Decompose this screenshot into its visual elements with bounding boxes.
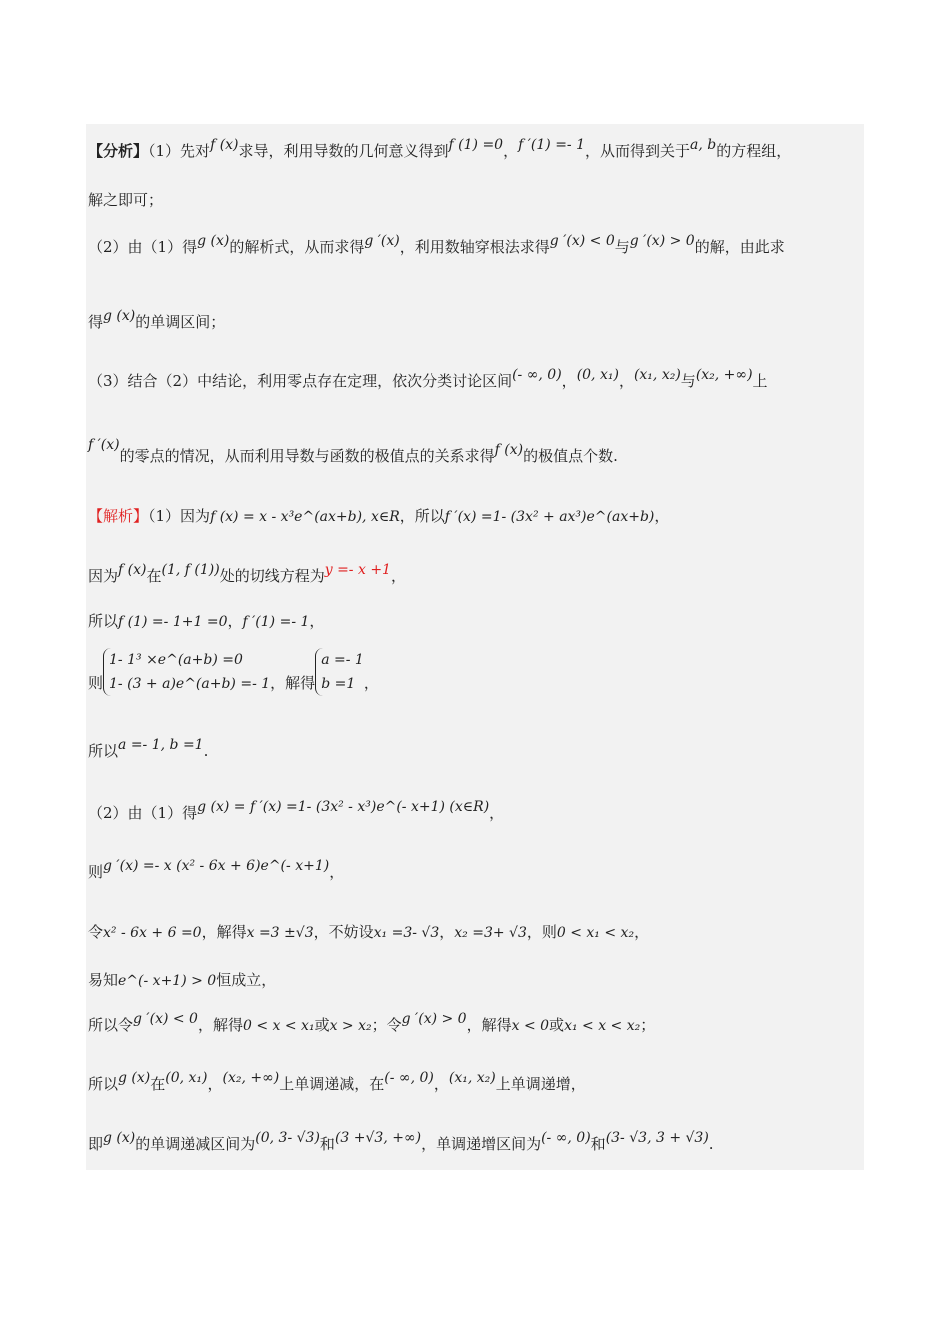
line-text: 即 [88, 1135, 104, 1153]
math-expression: (x₁, x₂) [448, 1070, 496, 1086]
solution-line-6 [88, 799, 505, 824]
line-text: （2）由（1）得 [88, 238, 198, 256]
line-text: ，单调递增区间为 [421, 1135, 542, 1153]
line-text: （1）先对 [148, 142, 211, 160]
line-text: 所以 [88, 742, 119, 760]
line-text: 恒成立， [216, 971, 277, 989]
math-expression: a =- 1, b =1 [118, 737, 204, 753]
line-text: 则 [88, 674, 104, 692]
math-expression: x > x₂ [329, 1018, 372, 1034]
line-text: 解之即可； [88, 191, 164, 209]
solution-line-11 [88, 1070, 586, 1095]
line-text: ，解得 [270, 674, 316, 692]
equation-row: b =1 [321, 676, 356, 692]
line-text: 或 [549, 1016, 565, 1034]
line-text: 与 [680, 372, 696, 390]
math-expression: g ′(x) > 0 [401, 1011, 467, 1027]
line-text: 的方程组， [716, 142, 792, 160]
equation-row: 1- 1³ ×e^(a+b) =0 [109, 652, 243, 668]
math-expression: (0, x₁) [576, 367, 619, 383]
math-expression: g (x) [103, 308, 136, 324]
math-expression: x < 0 [511, 1018, 550, 1034]
line-text: 因为 [88, 567, 119, 585]
math-expression: x₁ < x < x₂ [564, 1018, 641, 1034]
line-text: ， [561, 372, 577, 390]
line-text: 所以令 [88, 1016, 134, 1034]
math-expression: (0, x₁) [165, 1070, 208, 1086]
solution-line-9 [88, 970, 276, 991]
math-expression: f ′(1) =- 1 [518, 137, 586, 153]
line-text: 所以 [88, 612, 119, 630]
line-text: ，利用数轴穿根法求得 [399, 238, 550, 256]
line-text: 与 [614, 238, 630, 256]
math-expression: f (x) [210, 137, 239, 153]
line-text: . [203, 742, 209, 760]
math-expression: y =- x +1 [324, 562, 391, 578]
solution-line-3 [88, 611, 324, 632]
math-expression: x² - 6x + 6 =0 [103, 925, 202, 941]
line-text: ， [227, 612, 243, 630]
section-tag: 【分析】 [88, 142, 149, 160]
solution-line-system [88, 648, 379, 696]
line-text: 得 [88, 313, 104, 331]
line-text: ， [654, 507, 670, 525]
line-text: ， [309, 612, 325, 630]
line-text: ， [489, 804, 505, 822]
math-expression: f (x) = x - x³e^(ax+b), x∈R [210, 509, 400, 525]
math-expression: f (1) =0 [448, 137, 504, 153]
math-expression: (x₂, +∞) [222, 1070, 280, 1086]
line-text: 的单调递减区间为 [135, 1135, 256, 1153]
line-text: 的极值点个数. [523, 447, 618, 465]
analysis-line-3 [88, 233, 785, 258]
line-text: ，不妨设 [313, 923, 374, 941]
math-expression: 0 < x < x₁ [242, 1018, 315, 1034]
math-expression: x =3 ±√3 [246, 925, 314, 941]
line-text: ， [363, 674, 379, 692]
line-text: . [708, 1135, 714, 1153]
math-expression: g ′(x) =- x (x² - 6x + 6)e^(- x+1) [103, 858, 330, 874]
line-text: 令 [88, 923, 104, 941]
math-expression: (3- √3, 3 + √3) [605, 1130, 709, 1146]
line-text: ，则 [526, 923, 557, 941]
line-text: ，从而得到关于 [585, 142, 691, 160]
math-expression: a, b [690, 137, 717, 153]
line-text: 上 [752, 372, 768, 390]
line-text: 在 [150, 1075, 166, 1093]
line-text: ； [640, 1016, 656, 1034]
math-expression: g (x) [103, 1130, 136, 1146]
math-expression: f ′(1) =- 1 [242, 614, 310, 630]
math-expression: f (x) [494, 442, 524, 458]
solution-panel [86, 124, 864, 1170]
solution-system [315, 648, 364, 696]
line-text: ，解得 [466, 1016, 512, 1034]
solution-line-10 [88, 1011, 656, 1036]
math-expression: g ′(x) [364, 233, 400, 249]
line-text: 上单调递增， [495, 1075, 586, 1093]
math-expression: f ′(x) =1- (3x² + ax³)e^(ax+b) [444, 509, 655, 525]
math-expression: (- ∞, 0) [541, 1130, 591, 1146]
line-text: 的单调区间； [135, 313, 226, 331]
math-expression: e^(- x+1) > 0 [118, 973, 217, 989]
line-text: 和 [319, 1135, 335, 1153]
line-text: 易知 [88, 971, 119, 989]
math-expression: g (x) = f ′(x) =1- (3x² - x³)e^(- x+1) (x∈R) [197, 799, 490, 815]
math-expression: x₁ =3- √3 [373, 925, 440, 941]
math-expression: (x₁, x₂) [633, 367, 681, 383]
math-expression: g (x) [197, 233, 230, 249]
math-expression: g (x) [118, 1070, 151, 1086]
equation-system [103, 648, 270, 696]
line-text: （1）因为 [148, 507, 211, 525]
line-text: ， [329, 863, 345, 881]
line-text: 的解析式，从而求得 [229, 238, 365, 256]
line-text: 则 [88, 863, 104, 881]
math-expression: g ′(x) < 0 [133, 1011, 198, 1027]
math-expression: g ′(x) > 0 [629, 233, 695, 249]
solution-line-12 [88, 1130, 714, 1155]
line-text: 或 [314, 1016, 330, 1034]
math-expression: f (1) =- 1+1 =0 [118, 614, 228, 630]
analysis-line-6 [88, 437, 618, 467]
line-text: 在 [146, 567, 162, 585]
section-tag: 【解析】 [88, 507, 149, 525]
line-text: ， [207, 1075, 223, 1093]
line-text: 上单调递减，在 [279, 1075, 385, 1093]
solution-line-1 [88, 506, 669, 527]
analysis-line-4 [88, 308, 226, 333]
line-text: ， [433, 1075, 449, 1093]
solution-line-2 [88, 562, 406, 587]
math-expression: (0, 3- √3) [255, 1130, 320, 1146]
line-text: 的零点的情况，从而利用导数与函数的极值点的关系求得 [119, 447, 495, 465]
line-text: 和 [590, 1135, 606, 1153]
line-text: ， [390, 567, 406, 585]
analysis-line-2 [88, 190, 163, 210]
line-text: ， [634, 923, 650, 941]
solution-line-8 [88, 922, 649, 943]
line-text: 求导，利用导数的几何意义得到 [238, 142, 449, 160]
math-expression: (3 +√3, +∞) [334, 1130, 422, 1146]
solution-line-7 [88, 858, 345, 883]
math-expression: g ′(x) < 0 [549, 233, 615, 249]
math-expression: (- ∞, 0) [512, 367, 562, 383]
equation-row: a =- 1 [321, 652, 364, 668]
line-text: 的解，由此求 [694, 238, 785, 256]
math-expression: (1, f (1)) [161, 562, 220, 578]
line-text: ， [439, 923, 455, 941]
math-expression: (- ∞, 0) [384, 1070, 434, 1086]
math-expression: (x₂, +∞) [695, 367, 753, 383]
line-text: ，解得 [197, 1016, 243, 1034]
line-text: 处的切线方程为 [219, 567, 325, 585]
equation-row: 1- (3 + a)e^(a+b) =- 1 [109, 676, 271, 692]
line-text: （3）结合（2）中结论，利用零点存在定理，依次分类讨论区间 [88, 372, 513, 390]
line-text: ，所以 [399, 507, 445, 525]
line-text: 所以 [88, 1075, 119, 1093]
analysis-line-1 [88, 137, 792, 162]
line-text: ， [618, 372, 634, 390]
solution-line-5 [88, 737, 209, 762]
math-expression: 0 < x₁ < x₂ [556, 925, 635, 941]
math-expression: f ′(x) [88, 437, 120, 453]
line-text: ；令 [371, 1016, 402, 1034]
math-expression: x₂ =3+ √3 [454, 925, 527, 941]
line-text: ，解得 [201, 923, 247, 941]
line-text: ， [503, 142, 519, 160]
math-expression: f (x) [118, 562, 147, 578]
analysis-line-5 [88, 367, 768, 392]
line-text: （2）由（1）得 [88, 804, 198, 822]
